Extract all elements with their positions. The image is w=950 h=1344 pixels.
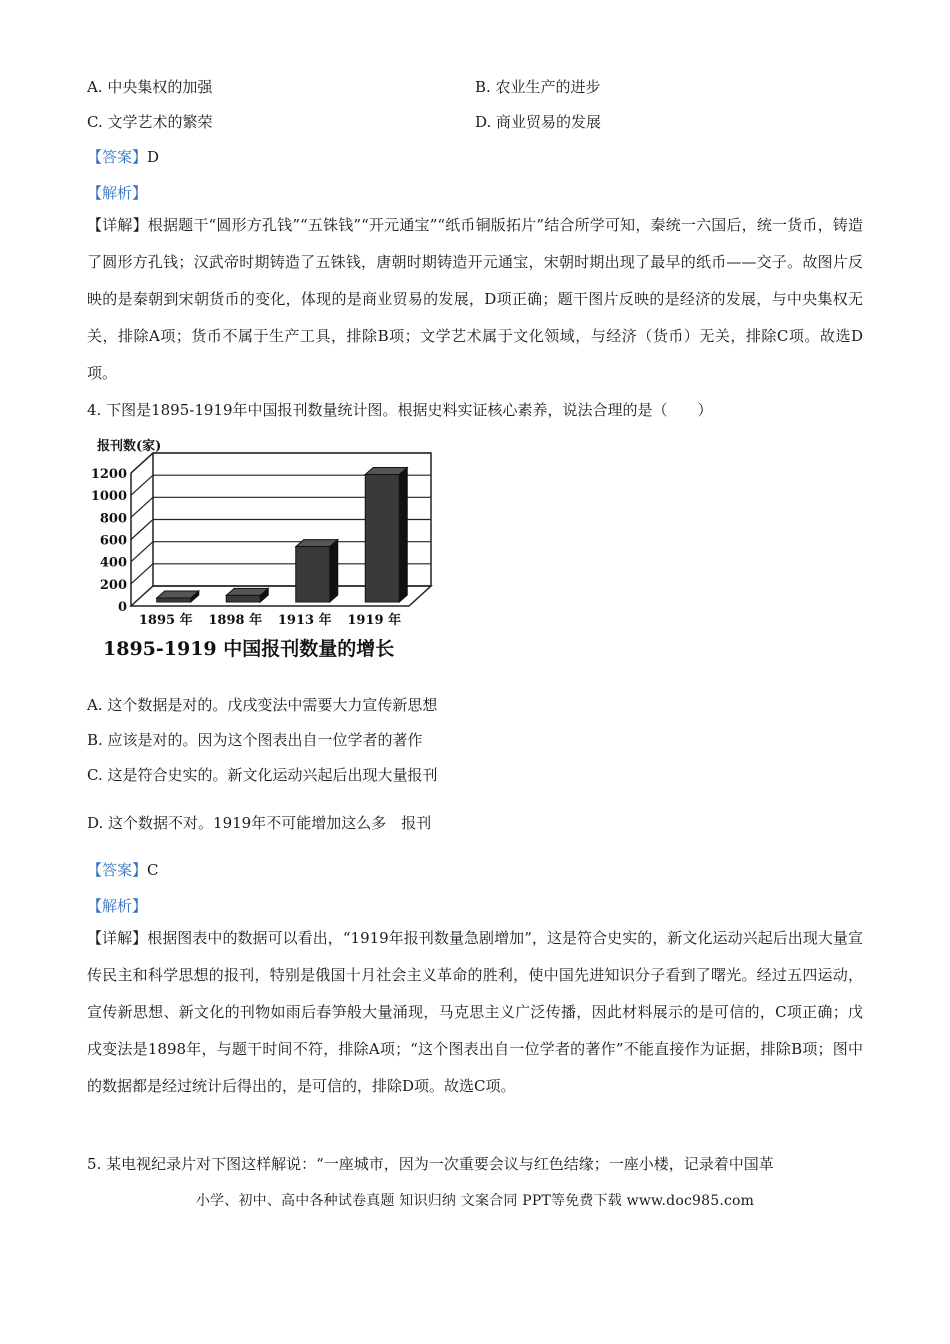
gridline-depth bbox=[131, 520, 153, 540]
y-tick-label: 800 bbox=[99, 511, 127, 527]
answer-tag: 【答案】 bbox=[87, 861, 148, 879]
q4-answer bbox=[87, 860, 159, 880]
gridline-depth bbox=[131, 564, 153, 584]
y-tick-label: 0 bbox=[117, 600, 127, 615]
gridline-depth bbox=[131, 453, 153, 473]
q3-detail bbox=[87, 207, 863, 392]
q4-stem: 4. 下图是1895-1919年中国报刊数量统计图。根据史料实证核心素养，说法合理的是（ ） bbox=[87, 401, 713, 419]
bar bbox=[226, 595, 260, 602]
q3-analysis-tag: 【解析】 bbox=[87, 184, 148, 202]
chart-svg bbox=[87, 430, 447, 665]
q4-option-a: A. 这个数据是对的。戊戌变法中需要大力宣传新思想 bbox=[87, 696, 438, 714]
y-tick-label: 600 bbox=[99, 533, 127, 549]
answer-value: D bbox=[147, 148, 160, 166]
q4-option-b: B. 应该是对的。因为这个图表出自一位学者的著作 bbox=[87, 731, 423, 749]
q4-analysis-tag: 【解析】 bbox=[87, 897, 148, 915]
q3-option-c: C. 文学艺术的繁荣 bbox=[87, 113, 213, 131]
y-tick-label: 200 bbox=[99, 577, 127, 593]
detail-tag: 【详解】 bbox=[87, 216, 148, 234]
detail-tag: 【详解】 bbox=[87, 929, 148, 947]
q3-option-a: A. 中央集权的加强 bbox=[87, 78, 213, 96]
bar-side bbox=[330, 540, 338, 602]
page-footer: 小学、初中、高中各种试卷真题 知识归纳 文案合同 PPT等免费下载 www.doc985.com bbox=[195, 1193, 755, 1209]
q3-answer bbox=[87, 147, 159, 167]
answer-value: C bbox=[147, 861, 159, 879]
newspaper-count-chart bbox=[87, 430, 447, 669]
bar-top bbox=[226, 588, 268, 595]
y-axis-label: 报刊数(家) bbox=[97, 439, 162, 454]
q4-option-d: D. 这个数据不对。1919年不可能增加这么多 报刊 bbox=[87, 814, 432, 832]
y-tick-label: 400 bbox=[99, 555, 127, 571]
gridline-depth bbox=[131, 497, 153, 517]
q3-option-d: D. 商业贸易的发展 bbox=[475, 113, 602, 131]
q4-detail bbox=[87, 920, 863, 1105]
chart-title: 1895-1919 中国报刊数量的增长 bbox=[103, 638, 395, 660]
bar-side bbox=[399, 468, 407, 602]
bar-top bbox=[157, 591, 199, 598]
q4-option-c: C. 这是符合史实的。新文化运动兴起后出现大量报刊 bbox=[87, 766, 438, 784]
x-tick-label: 1898 年 bbox=[208, 613, 263, 628]
x-tick-label: 1919 年 bbox=[347, 613, 402, 628]
y-tick-label: 1000 bbox=[90, 489, 127, 505]
y-tick-label: 1200 bbox=[90, 467, 127, 482]
gridline-depth bbox=[131, 475, 153, 495]
bar bbox=[365, 475, 399, 602]
q5-stem: 5. 某电视纪录片对下图这样解说：“一座城市，因为一次重要会议与红色结缘；一座小楼，记录着中国革 bbox=[87, 1155, 774, 1173]
bar bbox=[157, 598, 191, 602]
detail-text: 根据题干“圆形方孔钱”“五铢钱”“开元通宝”“纸币铜版拓片”结合所学可知，秦统一六国后，统一货币，铸造了圆形方孔钱；汉武帝时期铸造了五铢钱，唐朝时期铸造开元通宝，宋朝时期出现了最早的纸币——交子。故图片反映的是秦朝到宋朝货币的变化，体现的是商业贸易的发展，D项正确；题干图片反映的是经济的发展，与中央集权无关，排除A项；货币不属于生产工具，排除B项；文学艺术属于文化领域，与经济（货币）无关，排除C项。故选D项。 bbox=[87, 216, 863, 382]
bar-top bbox=[365, 468, 407, 475]
answer-tag: 【答案】 bbox=[87, 148, 148, 166]
gridline-depth bbox=[131, 542, 153, 562]
bar-top bbox=[296, 540, 338, 547]
x-tick-label: 1913 年 bbox=[277, 613, 332, 628]
bar bbox=[296, 547, 330, 602]
x-tick-label: 1895 年 bbox=[138, 613, 193, 628]
detail-text: 根据图表中的数据可以看出，“1919年报刊数量急剧增加”，这是符合史实的，新文化运动兴起后出现大量宣传民主和科学思想的报刊，特别是俄国十月社会主义革命的胜利，使中国先进知识分子看到了曙光。经过五四运动，宣传新思想、新文化的刊物如雨后春笋般大量涌现，马克思主义广泛传播，因此材料展示的是可信的，C项正确；戊戌变法是1898年，与题干时间不符，排除A项；“这个图表出自一位学者的著作”不能直接作为证据，排除B项；图中的数据都是经过统计后得出的，是可信的，排除D项。故选C项。 bbox=[87, 929, 863, 1095]
q3-option-b: B. 农业生产的进步 bbox=[475, 78, 601, 96]
